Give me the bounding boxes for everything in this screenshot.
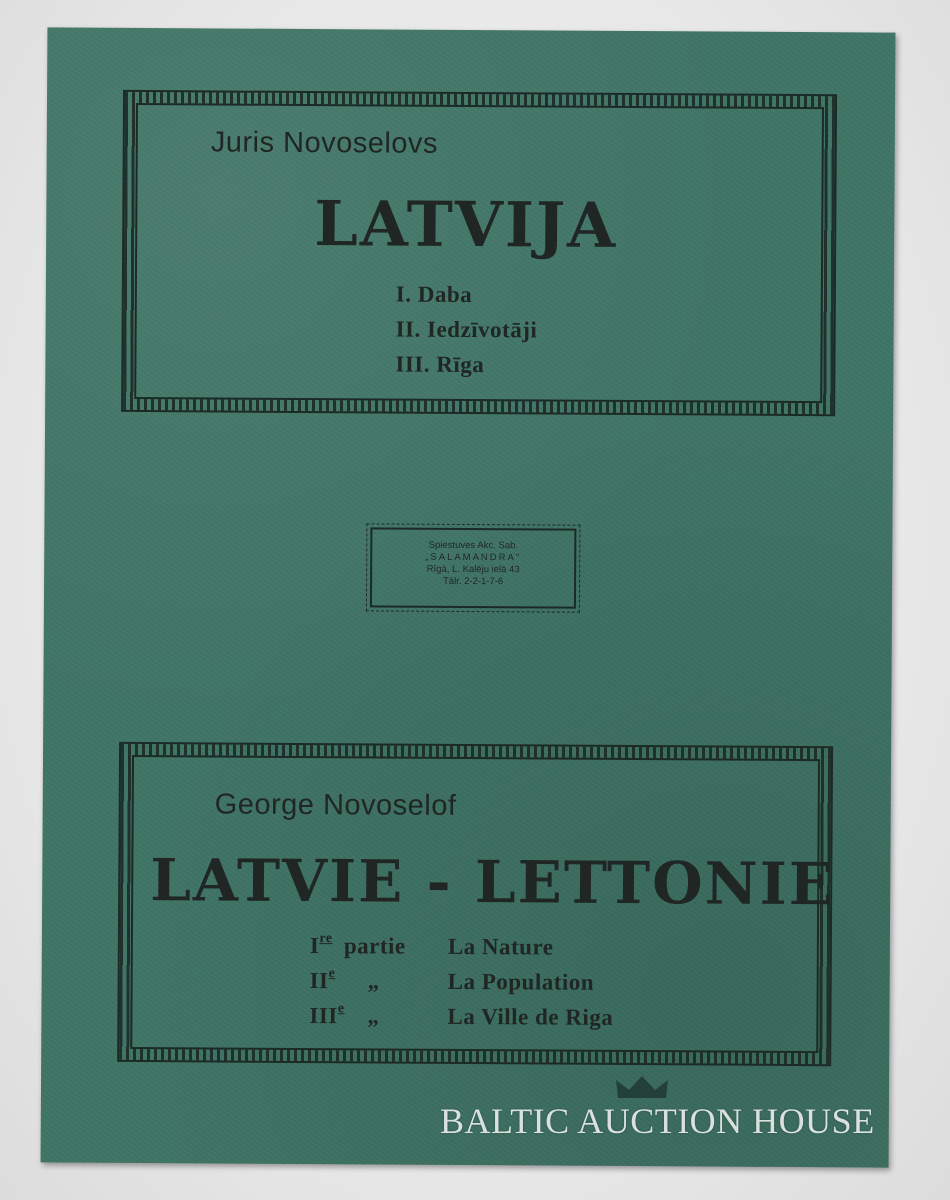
author-french: George Novoselof [214, 788, 457, 822]
stamp-line: Tālr. 2-2-1-7-6 [442, 575, 504, 588]
author-latvian: Juris Novoselovs [210, 126, 439, 160]
part-label: partie [343, 933, 406, 959]
part-name: La Population [447, 968, 595, 995]
part-name: La Nature [447, 933, 554, 960]
title-french: LATVIE - LETTONIE [150, 846, 836, 919]
part-row-1 [309, 931, 554, 960]
toc-item-3: III. Rīga [395, 351, 485, 378]
part-numeral: I [309, 933, 320, 959]
part-row-3 [309, 1001, 614, 1030]
stamp-line: „SALAMANDRA" [425, 551, 522, 564]
crown-icon [612, 1072, 672, 1102]
watermark-text: BALTIC AUCTION HOUSE [440, 1101, 875, 1141]
part-ordinal: e [337, 1001, 345, 1017]
book-cover [41, 27, 896, 1167]
title-latvian: LATVIJA [314, 187, 618, 262]
stamp-line: Rīgā, L. Kalēju ielā 43 [426, 563, 520, 576]
part-ordinal: e [328, 966, 336, 982]
part-label: „ [367, 1003, 380, 1029]
stamp-line: Spiestuves Akc. Sab. [428, 539, 518, 552]
part-label: „ [367, 968, 380, 994]
part-ordinal: re [319, 931, 333, 947]
part-numeral: III [309, 1003, 338, 1029]
part-name: La Ville de Riga [447, 1003, 614, 1030]
part-row-2 [309, 966, 595, 995]
printer-stamp [370, 527, 576, 608]
toc-item-2: II. Iedzīvotāji [395, 316, 538, 343]
toc-item-1: I. Daba [395, 281, 473, 308]
part-numeral: II [309, 968, 329, 994]
